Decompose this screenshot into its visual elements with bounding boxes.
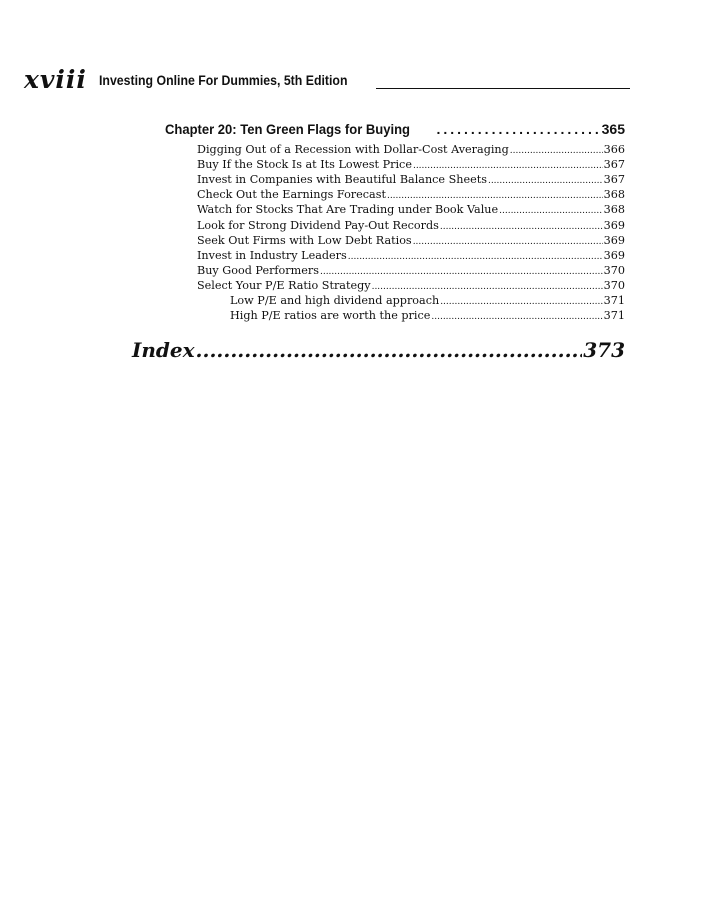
toc-subentry[interactable]	[230, 309, 625, 324]
toc-entry-page: 370	[603, 264, 625, 277]
toc-subentry-title: Low P/E and high dividend approach	[230, 294, 440, 307]
index-title: Index	[132, 338, 195, 362]
toc-entry[interactable]	[197, 234, 625, 249]
toc-entry-page: 367	[603, 173, 625, 186]
toc-entry[interactable]	[197, 173, 625, 188]
toc-entry[interactable]	[197, 264, 625, 279]
toc-entry-title: Check Out the Earnings Forecast	[197, 188, 386, 201]
toc-entry[interactable]	[197, 188, 625, 203]
toc-entry[interactable]	[197, 203, 625, 218]
dot-leader	[431, 312, 602, 322]
toc-entry-title: Look for Strong Dividend Pay-Out Records	[197, 219, 439, 232]
toc-entry[interactable]	[197, 279, 625, 294]
dot-leader	[510, 146, 603, 156]
toc-entry-title: Invest in Companies with Beautiful Balance Sheets	[197, 173, 487, 186]
toc-entry-page: 368	[603, 203, 625, 216]
dot-leader	[196, 338, 583, 362]
toc-entry[interactable]	[197, 219, 625, 234]
toc-entry-title: Digging Out of a Recession with Dollar-Cost Averaging	[197, 143, 509, 156]
dot-leader	[348, 252, 603, 262]
toc-index[interactable]	[132, 338, 625, 368]
dot-leader	[440, 222, 603, 232]
toc-entry-page: 366	[603, 143, 625, 156]
dot-leader	[413, 237, 603, 247]
toc-subentry-page: 371	[603, 294, 625, 307]
toc-entry-title: Buy If the Stock Is at Its Lowest Price	[197, 158, 412, 171]
folio-page-number: xviii	[24, 65, 87, 94]
toc-subentry[interactable]	[230, 294, 625, 309]
toc-entry-page: 369	[603, 249, 625, 262]
toc-chapter-20[interactable]	[165, 121, 625, 139]
toc-entry-page: 367	[603, 158, 625, 171]
toc-entry-title: Invest in Industry Leaders	[197, 249, 347, 262]
dot-leader	[440, 297, 602, 307]
chapter-page-number: 365	[601, 121, 625, 137]
toc-entry-page: 370	[603, 279, 625, 292]
toc-entry-page: 369	[603, 234, 625, 247]
header-rule	[376, 88, 630, 89]
dot-leader	[488, 176, 603, 186]
toc-entry[interactable]	[197, 249, 625, 264]
toc-subentry-page: 371	[603, 309, 625, 322]
toc-entry-title: Select Your P/E Ratio Strategy	[197, 279, 371, 292]
toc-entry-page: 369	[603, 219, 625, 232]
toc-entry-title: Seek Out Firms with Low Debt Ratios	[197, 234, 412, 247]
toc-entry-page: 368	[603, 188, 625, 201]
dot-leader	[372, 282, 603, 292]
dot-leader	[320, 267, 603, 277]
running-header	[24, 66, 630, 94]
toc-subentry-title: High P/E ratios are worth the price	[230, 309, 431, 322]
chapter-title: Chapter 20: Ten Green Flags for Buying	[165, 121, 411, 137]
dot-leader	[499, 206, 603, 216]
running-book-title: Investing Online For Dummies, 5th Edition	[99, 72, 348, 88]
toc-entry-title: Buy Good Performers	[197, 264, 319, 277]
dot-leader	[436, 121, 600, 137]
toc-entry[interactable]	[197, 143, 625, 158]
dot-leader	[413, 161, 603, 171]
index-page-number: 373	[583, 338, 625, 362]
toc-entry-title: Watch for Stocks That Are Trading under Book Value	[197, 203, 499, 216]
dot-leader	[387, 191, 603, 201]
toc-entry[interactable]	[197, 158, 625, 173]
